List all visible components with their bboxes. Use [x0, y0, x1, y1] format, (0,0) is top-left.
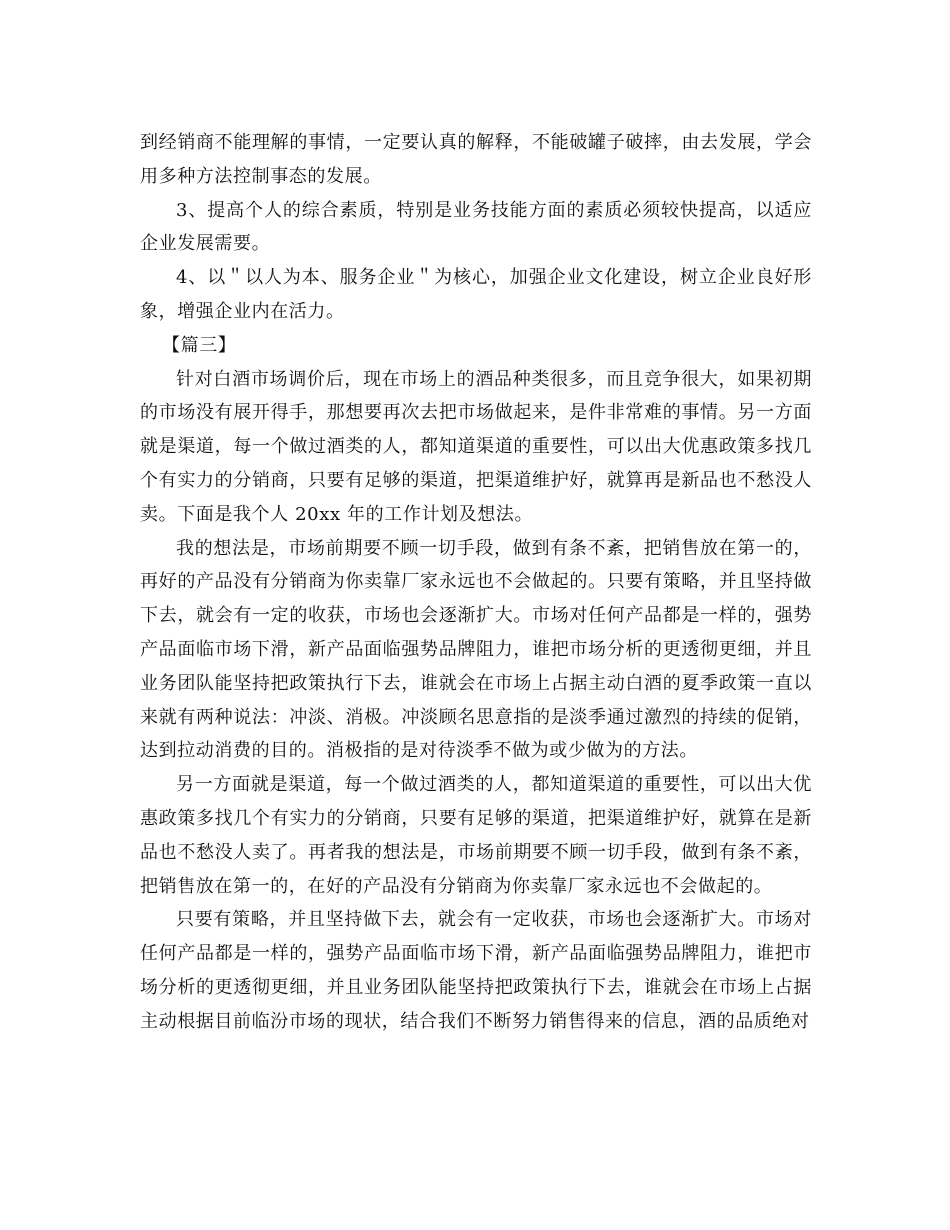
paragraph-strategy: 只要有策略，并且坚持做下去，就会有一定收获，市场也会逐渐扩大。市场对任何产品都是一样的，强势产品面临市场下滑，新产品面临强势品牌阻力，谁把市场分析的更透彻更细，并且业务团队能坚持把政策执行下去，谁就会在市场上占据主动根据目前临汾市场的现状，结合我们不断努力销售得来的信息，酒的品质绝对	[140, 909, 812, 1032]
paragraph-continuation: 到经销商不能理解的事情，一定要认真的解释，不能破罐子破摔，由去发展，学会用多种方法控制事态的发展。	[140, 132, 812, 187]
paragraph-item-3: 3、提高个人的综合素质，特别是业务技能方面的素质必须较快提高，以适应企业发展需要。	[140, 199, 812, 255]
paragraph-intro: 针对白酒市场调价后，现在市场上的酒品种类很多，而且竞争很大，如果初期的市场没有展开得手，那想要再次去把市场做起来，是件非常难的事情。另一方面就是渠道，每一个做过酒类的人，都知道渠道的重要性，可以出大优惠政策多找几个有实力的分销商，只要有足够的渠道，把渠道维护好，就算再是新品也不愁没人卖。下面是我个人 20xx 年的工作计划及想法。	[140, 368, 812, 525]
paragraph-channel: 另一方面就是渠道，每一个做过酒类的人，都知道渠道的重要性，可以出大优惠政策多找几个有实力的分销商，只要有足够的渠道，把渠道维护好，就算在是新品也不愁没人卖了。再者我的想法是，市场前期要不顾一切手段，做到有条不紊，把销售放在第一的，在好的产品没有分销商为你卖靠厂家永远也不会做起的。	[140, 774, 812, 897]
document-body	[140, 126, 812, 1039]
paragraph-item-4: 4、以＂以人为本、服务企业＂为核心，加强企业文化建设，树立企业良好形象，增强企业内在活力。	[140, 267, 812, 322]
paragraph-idea: 我的想法是，市场前期要不顾一切手段，做到有条不紊，把销售放在第一的，再好的产品没有分销商为你卖靠厂家永远也不会做起的。只要有策略，并且坚持做下去，就会有一定的收获，市场也会逐渐扩大。市场对任何产品都是一样的，强势产品面临市场下滑，新产品面临强势品牌阻力，谁把市场分析的更透彻更细，并且业务团队能坚持把政策执行下去，谁就会在市场上占据主动白酒的夏季政策一直以来就有两种说法：冲淡、消极。冲淡顾名思意指的是淡季通过激烈的持续的促销，达到拉动消费的目的。消极指的是对待淡季不做为或少做为的方法。	[140, 537, 812, 762]
section-heading: 【篇三】	[162, 334, 237, 356]
